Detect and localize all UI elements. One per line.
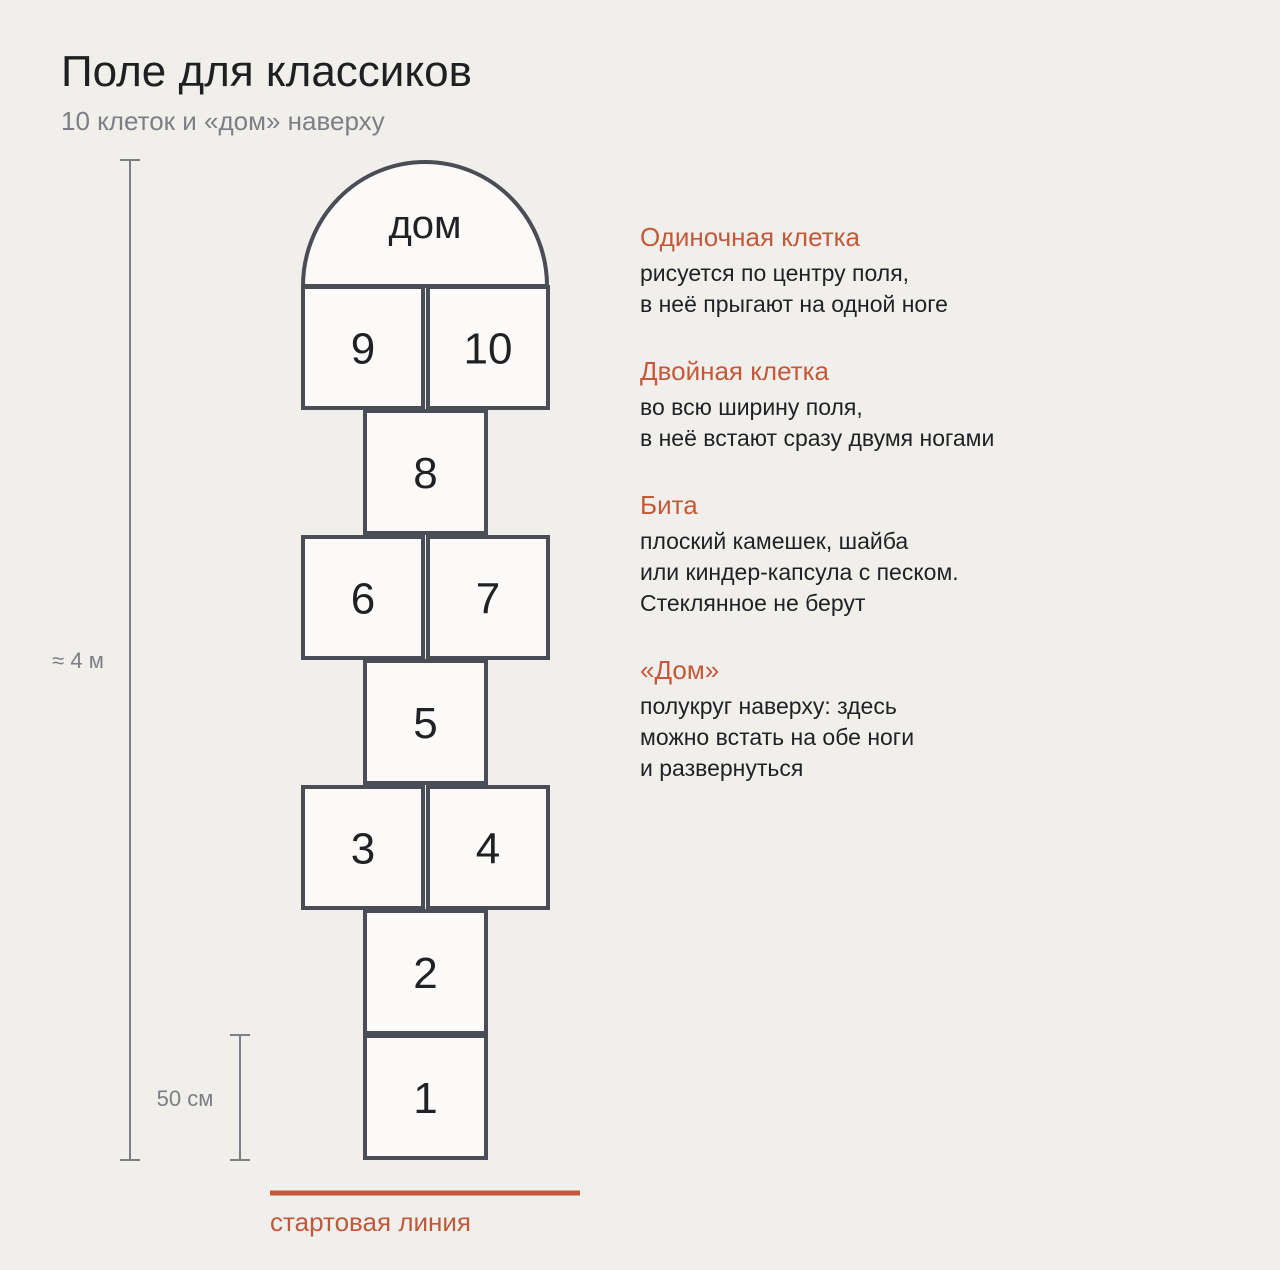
cell-size-label: 50 см	[156, 1086, 214, 1111]
cell-6	[303, 537, 423, 658]
cell-number: 6	[350, 574, 376, 624]
cells	[303, 287, 548, 1158]
legend-heading: «Дом»	[640, 655, 720, 685]
cell-number: 4	[475, 824, 501, 874]
page-subtitle: 10 клеток и «дом» наверху	[61, 106, 385, 136]
legend-item-single-cell	[640, 220, 1240, 320]
cell-2	[365, 911, 486, 1033]
house	[303, 162, 547, 286]
house-label: дом	[388, 203, 462, 247]
cell-size-dimension	[157, 1035, 250, 1160]
total-height-dimension	[52, 160, 140, 1160]
cell-9	[303, 287, 423, 408]
legend-item-double-cell	[640, 354, 1240, 454]
legend-heading: Двойная клетка	[640, 356, 829, 386]
cell-number: 10	[463, 324, 513, 374]
legend-text: рисуется по центру поля, в неё прыгают на одной ноге	[640, 260, 948, 317]
cell-8	[365, 411, 486, 533]
page-title: Поле для классиков	[61, 47, 472, 96]
cell-1	[365, 1036, 486, 1158]
total-height-label: ≈ 4 м	[52, 648, 104, 673]
legend-item-bita	[640, 488, 1240, 619]
legend-item-house	[640, 653, 1240, 784]
legend-text: полукруг наверху: здесь можно встать на обе ноги и развернуться	[640, 693, 915, 781]
cell-7	[428, 537, 548, 658]
cell-number: 2	[413, 949, 438, 998]
legend-text: во всю ширину поля, в неё встают сразу двумя ногами	[640, 394, 995, 451]
cell-10	[428, 287, 548, 408]
cell-number: 1	[413, 1074, 438, 1123]
start-line-label: стартовая линия	[270, 1207, 471, 1237]
cell-number: 7	[475, 574, 501, 624]
legend	[640, 220, 1240, 818]
cell-number: 9	[350, 324, 376, 374]
cell-number: 5	[413, 699, 438, 748]
cell-number: 8	[413, 449, 438, 498]
cell-number: 3	[350, 824, 376, 874]
legend-heading: Одиночная клетка	[640, 222, 861, 252]
legend-text: плоский камешек, шайба или киндер-капсула с песком. Стеклянное не берут	[640, 528, 959, 616]
start-line	[270, 1193, 580, 1237]
cell-3	[303, 787, 423, 908]
cell-5	[365, 661, 486, 783]
cell-4	[428, 787, 548, 908]
legend-heading: Бита	[640, 490, 698, 520]
